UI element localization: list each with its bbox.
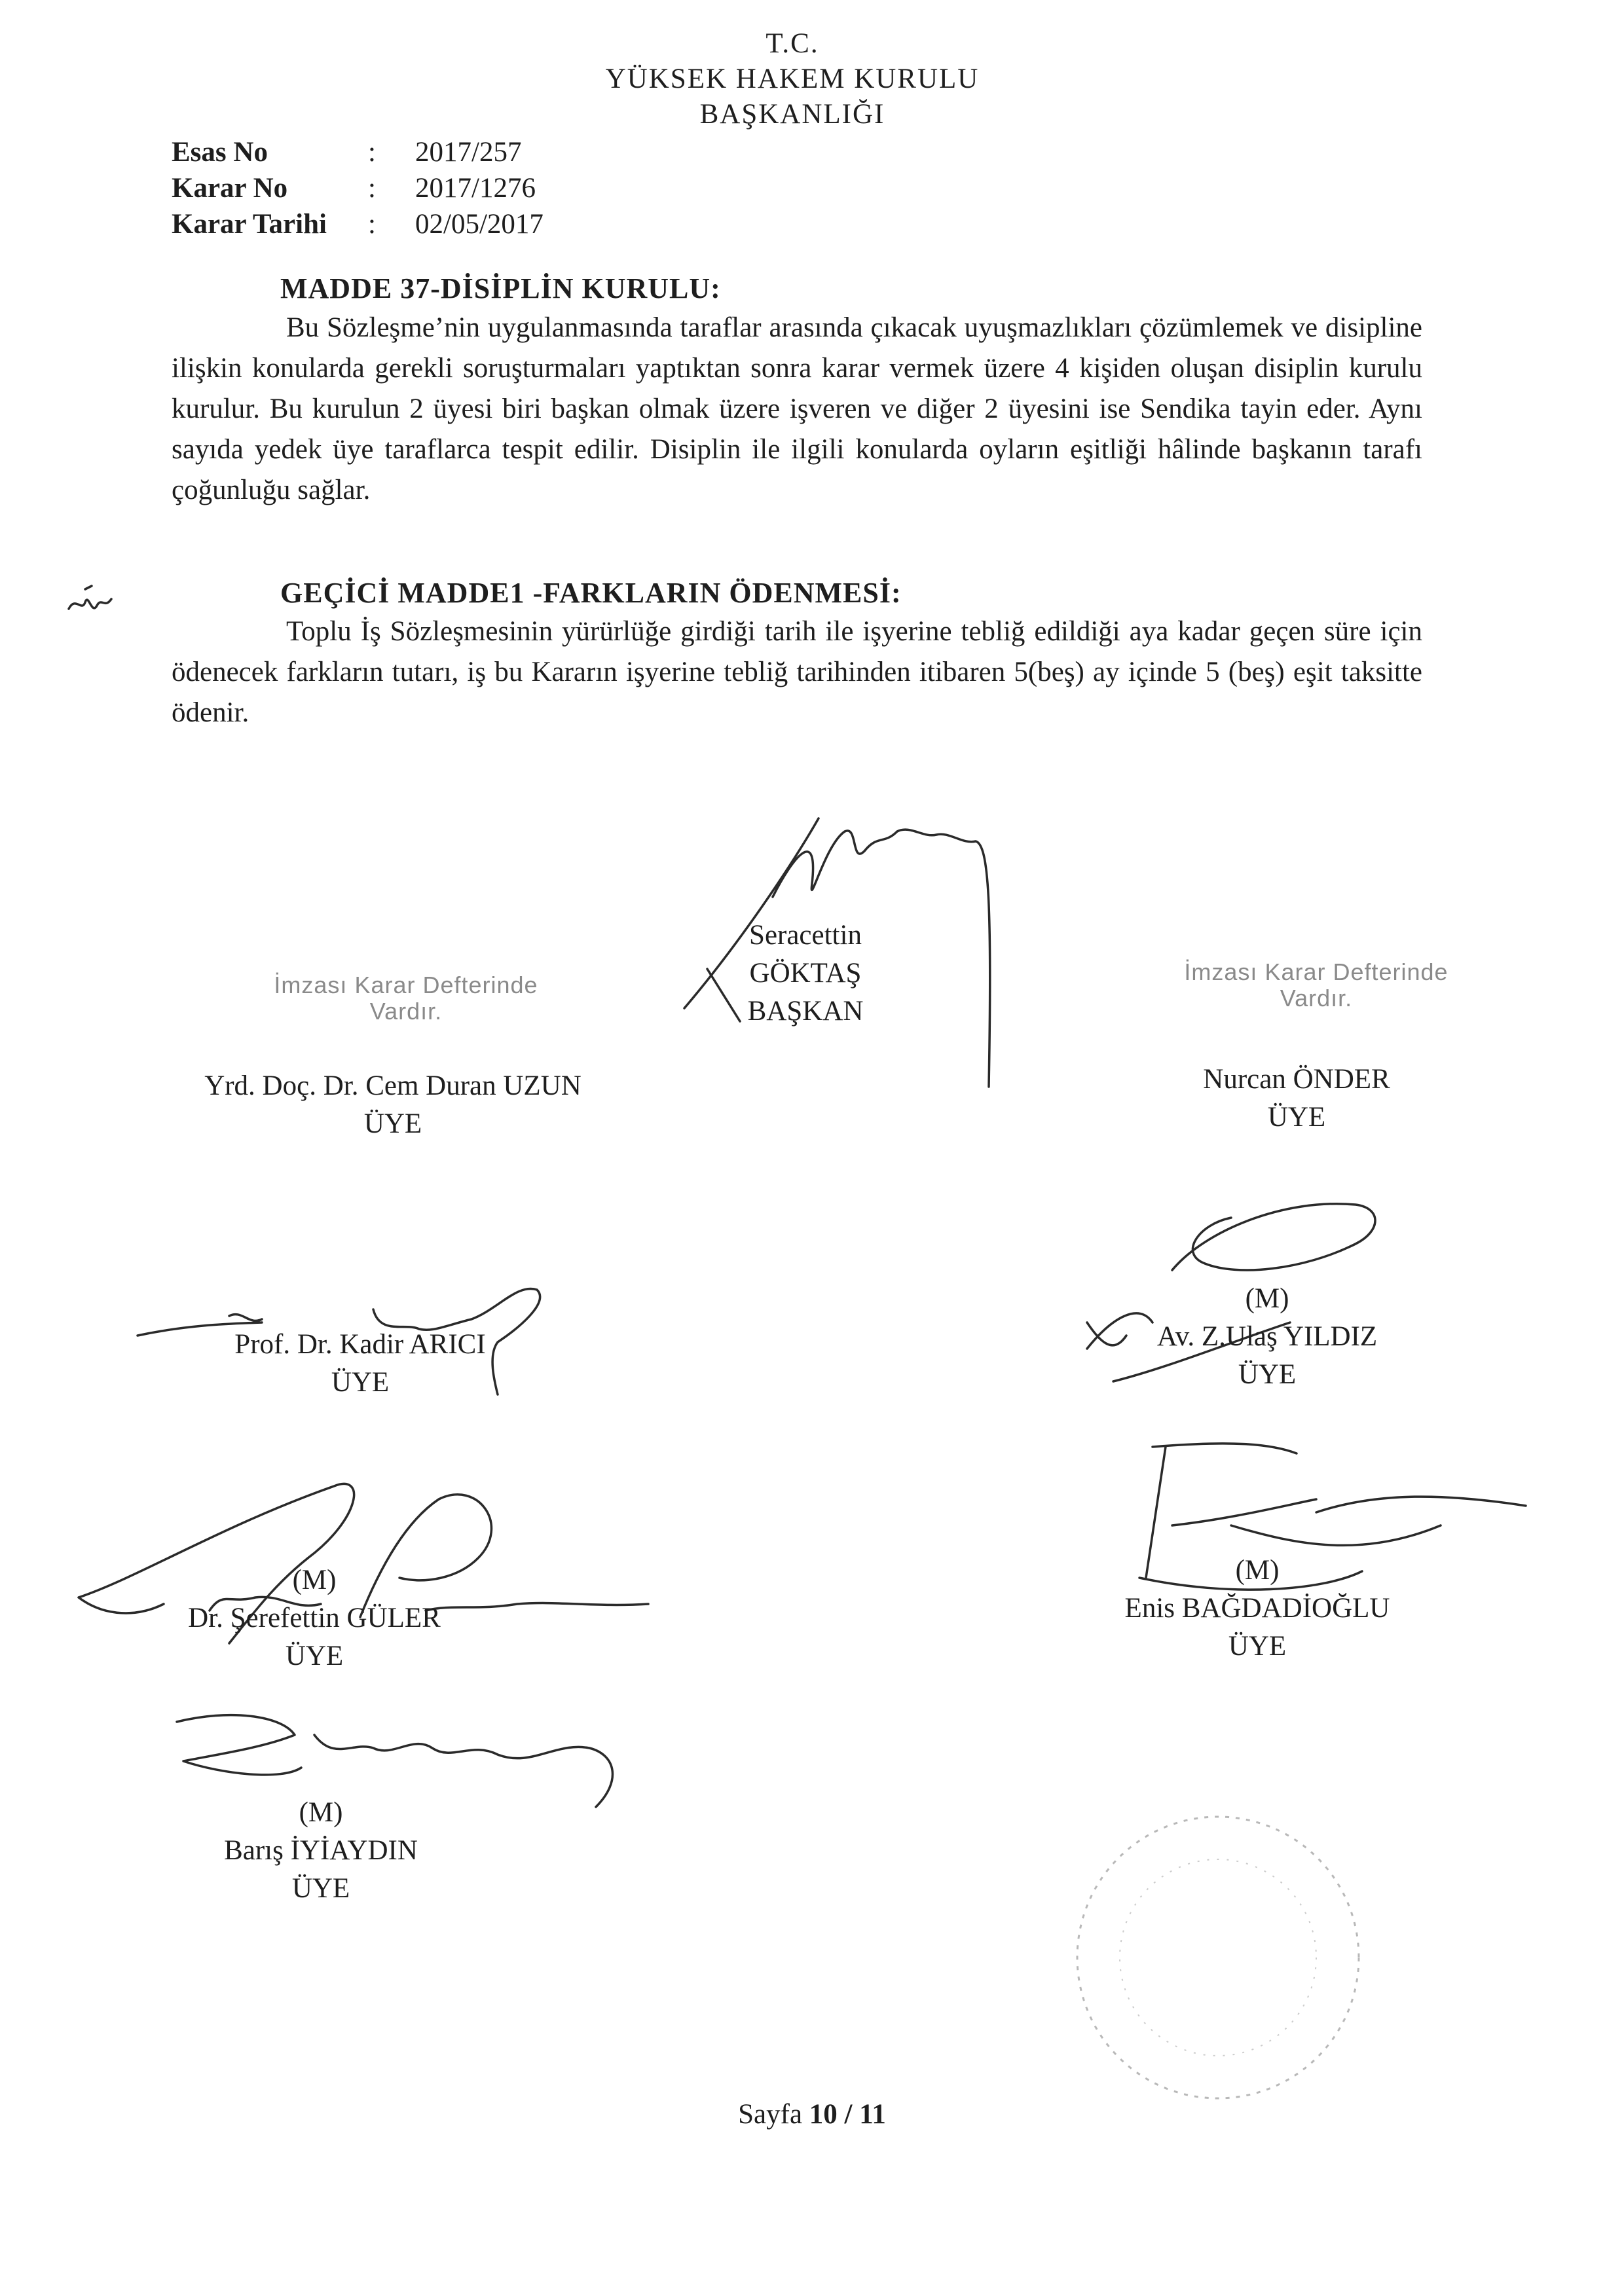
signatory-role: ÜYE [291,1873,350,1904]
member-block-guler [131,1561,498,1675]
section-heading-disiplin: MADDE 37-DİSİPLİN KURULU: [280,272,721,304]
meta-sep: : [368,137,376,168]
stamp-line: İmzası Karar Defterinde [1184,958,1449,985]
meta-label: Karar Tarihi [172,209,327,240]
page-number: 10 / 11 [809,2099,886,2130]
page-prefix: Sayfa [738,2099,803,2130]
member-block-yildiz [1087,1280,1447,1394]
meta-row-esas [172,134,630,170]
section-body-disiplin: Bu Sözleşme’nin uygulanmasında taraflar arasında çıkacak uyuşmazlıkları çözümlemek ve disipline ilişkin konularda gerekli soruşturmaları yaptıktan sonra karar vermek üzere 4 kişiden oluşan disiplin kurulu kurulur. Bu kurulun 2 üyesi biri başkan olmak üzere işveren ve diğer 2 üyesini ise Sendika tayin eder. Aynı sayıda yedek üye taraflarca tespit edilir. Disiplin ile ilgili konularda oyların eşitliği hâlinde başkanın tarafı çoğunluğu sağlar. [172,312,1422,505]
official-seal [1067,1807,1369,2108]
meta-label: Karar No [172,173,288,204]
signatory-name: Dr. Şerefettin GÜLER [188,1603,441,1633]
header-line-3: BAŞKANLIĞI [699,99,885,130]
signatory-name: Enis BAĞDADİOĞLU [1124,1593,1390,1624]
meta-value: 2017/257 [415,137,522,168]
signature-stamp [249,972,563,1025]
signatory-marker: (M) [299,1797,343,1828]
meta-sep: : [368,173,376,204]
signatory-name: Barış İYİAYDIN [224,1835,418,1866]
signatory-name: Yrd. Doç. Dr. Cem Duran UZUN [204,1070,581,1101]
stamp-line: Vardır. [369,998,443,1025]
case-meta [172,134,630,246]
meta-label: Esas No [172,137,268,168]
section-heading-farklar: GEÇİCİ MADDE1 -FARKLARIN ÖDENMESİ: [280,577,902,609]
signatory-role: BAŞKAN [747,996,864,1027]
member-block-onder [1100,1061,1493,1137]
meta-row-karar [172,170,630,206]
section-body-farklar: Toplu İş Sözleşmesinin yürürlüğe girdiği tarih ile işyerine tebliğ edildiği aya kadar geçen süre için ödenecek farkların tutarı, iş bu Kararın işyerine tebliğ tarihinden itibaren 5(beş) ay içinde 5 (beş) eşit taksitte ödenir. [172,616,1422,728]
signatory-marker: (M) [292,1565,337,1595]
signatory-name: Prof. Dr. Kadir ARICI [234,1329,486,1360]
meta-value: 02/05/2017 [415,209,544,240]
signatory-name: Seracettin GÖKTAŞ [749,920,862,989]
stamp-line: Vardır. [1280,985,1353,1011]
page-footer [681,2098,943,2130]
header-line-2: YÜKSEK HAKEM KURULU [605,64,980,94]
header-line-1: T.C. [766,28,819,59]
member-block-uzun [164,1067,622,1143]
margin-initials [65,583,118,622]
document-header [576,26,1008,132]
signatory-role: ÜYE [331,1367,390,1398]
signatory-role: ÜYE [363,1108,422,1139]
meta-value: 2017/1276 [415,173,536,204]
stamp-line: İmzası Karar Defterinde [274,972,538,998]
signatory-role: ÜYE [1267,1102,1326,1133]
member-block-bagdadioglu [1074,1552,1441,1666]
chair-block [694,917,917,1030]
signature-stamp [1159,959,1473,1011]
member-block-arici [164,1326,557,1402]
signatory-name: Av. Z.Ulaş YILDIZ [1156,1321,1378,1352]
signatory-role: ÜYE [1238,1359,1297,1390]
meta-row-tarih [172,206,630,242]
member-block-iyiaydin [177,1794,465,1908]
signatory-marker: (M) [1235,1555,1280,1586]
signatory-name: Nurcan ÖNDER [1203,1064,1390,1095]
meta-sep: : [368,209,376,240]
signatory-marker: (M) [1245,1283,1289,1314]
signatory-role: ÜYE [1228,1631,1287,1662]
signatory-role: ÜYE [285,1641,344,1671]
